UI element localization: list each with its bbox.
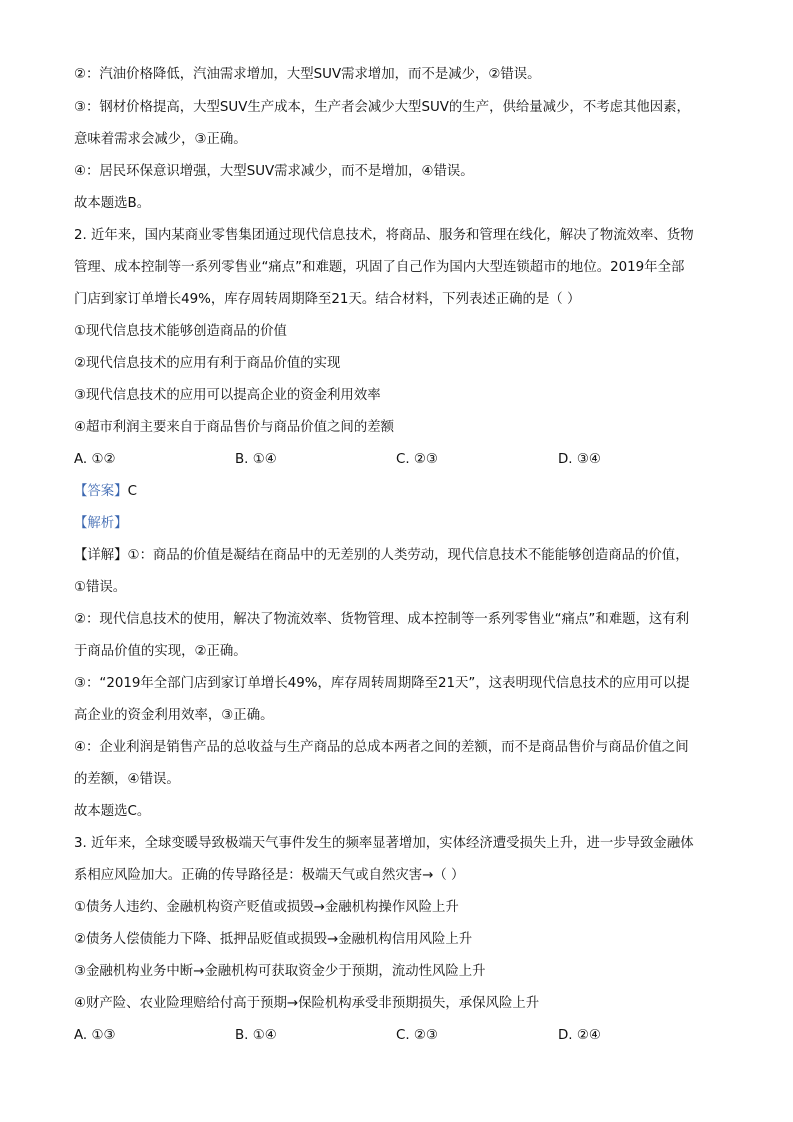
q2-statement-1: ①现代信息技术能够创造商品的价值 [74, 324, 287, 339]
q3-statement-3: ③金融机构业务中断→金融机构可获取资金少于预期，流动性风险上升 [74, 964, 486, 979]
q2-option-a: A. ①② [74, 452, 116, 467]
q3-stem-line-2: 系相应风险加大。正确的传导路径是：极端天气或自然灾害→（ ） [74, 868, 465, 883]
intro-line-4: ④：居民环保意识增强，大型SUV需求减少，而不是增加，④错误。 [74, 164, 474, 179]
q2-explanation-line-2: ①错误。 [74, 580, 127, 595]
q3-option-c: C. ②③ [396, 1028, 438, 1043]
q2-explanation-line-5: ③：“2019年全部门店到家订单增长49%，库存周转周期降至21天”，这表明现代信息技术的应用可以提 [74, 676, 690, 691]
q2-stem-line-1: 2. 近年来，国内某商业零售集团通过现代信息技术，将商品、服务和管理在线化，解决了物流效率、货物 [74, 228, 694, 243]
q3-option-d: D. ②④ [558, 1028, 601, 1043]
q2-option-c: C. ②③ [396, 452, 438, 467]
q2-statement-3: ③现代信息技术的应用可以提高企业的资金利用效率 [74, 388, 381, 403]
q2-statement-4: ④超市利润主要来自于商品售价与商品价值之间的差额 [74, 420, 394, 435]
q2-answer [74, 483, 137, 501]
intro-line-1: ②：汽油价格降低，汽油需求增加，大型SUV需求增加，而不是减少，②错误。 [74, 67, 541, 82]
q2-stem-line-2: 管理、成本控制等一系列零售业“痛点”和难题，巩固了自己作为国内大型连锁超市的地位。2019年全部 [74, 260, 685, 275]
intro-line-2: ③：钢材价格提高，大型SUV生产成本，生产者会减少大型SUV的生产，供给量减少，不考虑其他因素， [74, 100, 690, 115]
q3-statement-4: ④财产险、农业险理赔给付高于预期→保险机构承受非预期损失，承保风险上升 [74, 996, 540, 1011]
q3-option-a: A. ①③ [74, 1028, 116, 1043]
answer-label: 【答案】 [74, 484, 128, 499]
intro-conclusion: 故本题选B。 [74, 196, 151, 211]
q2-statement-2: ②现代信息技术的应用有利于商品价值的实现 [74, 356, 341, 371]
q3-statement-1: ①债务人违约、金融机构资产贬值或损毁→金融机构操作风险上升 [74, 900, 459, 915]
q2-explanation-line-4: 于商品价值的实现，②正确。 [74, 644, 247, 659]
q3-option-b: B. ①④ [235, 1028, 277, 1043]
q2-explanation-line-7: ④：企业利润是销售产品的总收益与生产商品的总成本两者之间的差额，而不是商品售价与商品价值之间 [74, 740, 689, 755]
q3-stem-line-1: 3. 近年来，全球变暖导致极端天气事件发生的频率显著增加，实体经济遭受损失上升，进一步导致金融体 [74, 836, 694, 851]
q2-explanation-line-6: 高企业的资金利用效率，③正确。 [74, 708, 274, 723]
q2-stem-line-3: 门店到家订单增长49%，库存周转周期降至21天。结合材料，下列表述正确的是（ ） [74, 292, 581, 307]
answer-value: C [127, 484, 137, 499]
q2-option-b: B. ①④ [235, 452, 277, 467]
q2-explanation-line-8: 的差额，④错误。 [74, 772, 180, 787]
analysis-label: 【解析】 [74, 516, 128, 531]
q2-explanation-line-1: 【详解】①：商品的价值是凝结在商品中的无差别的人类劳动，现代信息技术不能能够创造商品的价值， [74, 548, 689, 563]
intro-line-3: 意味着需求会减少，③正确。 [74, 132, 247, 147]
q2-explanation-line-3: ②：现代信息技术的使用，解决了物流效率、货物管理、成本控制等一系列零售业“痛点”和难题，这有利 [74, 612, 690, 627]
q3-statement-2: ②债务人偿债能力下降、抵押品贬值或损毁→金融机构信用风险上升 [74, 932, 473, 947]
q2-option-d: D. ③④ [558, 452, 601, 467]
q2-conclusion: 故本题选C。 [74, 804, 151, 819]
